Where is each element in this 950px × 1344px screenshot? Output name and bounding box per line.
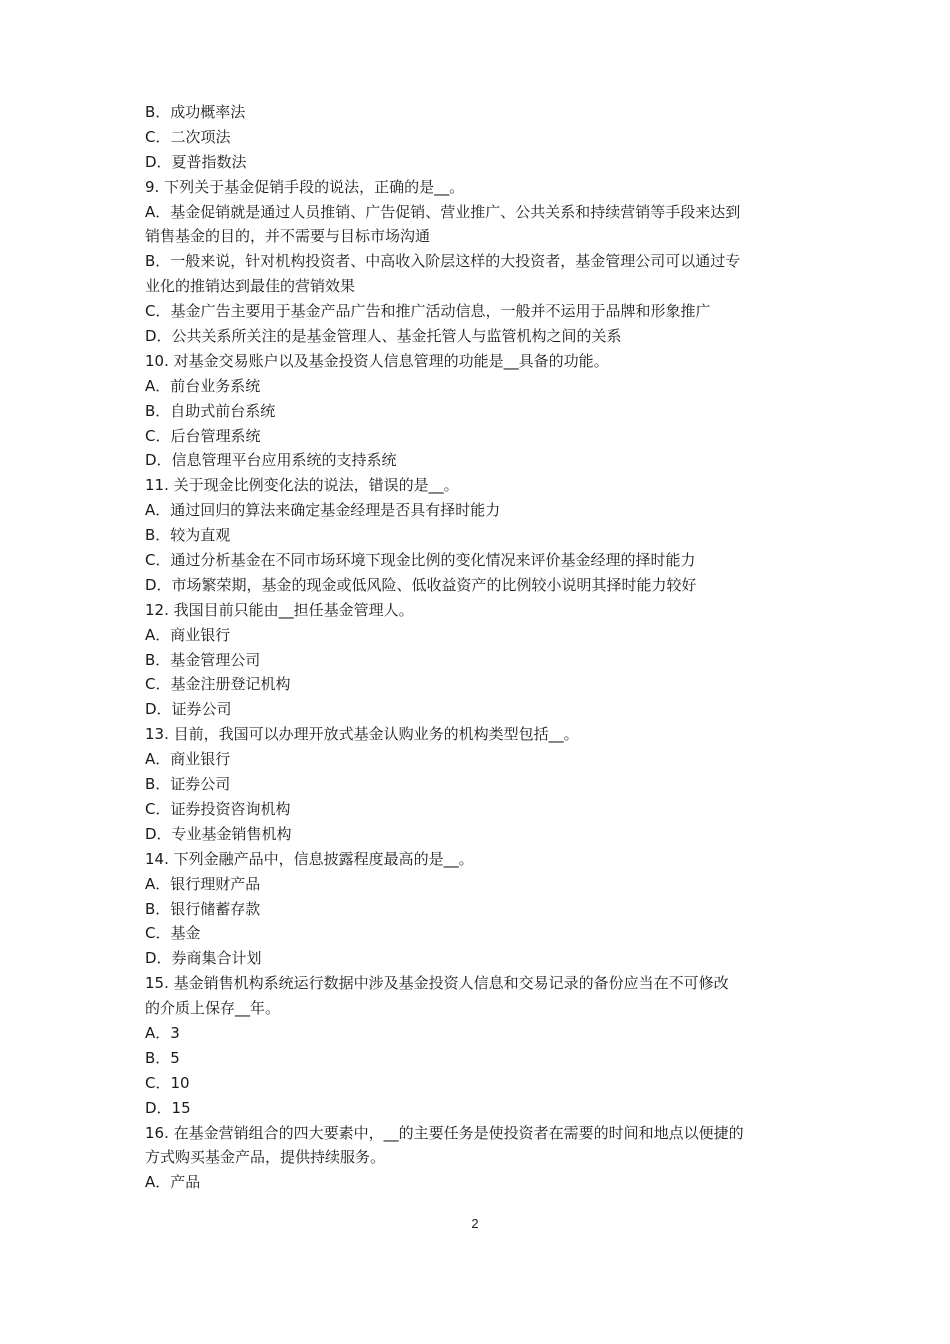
- question-line: 14. 下列金融产品中，信息披露程度最高的是__。: [145, 849, 474, 868]
- option-line: A．产品: [145, 1173, 201, 1192]
- option-line: A．商业银行: [145, 750, 231, 769]
- option-line: A．前台业务系统: [145, 376, 261, 395]
- option-line: B．一般来说，针对机构投资者、中高收入阶层这样的大投资者，基金管理公司可以通过专: [145, 252, 741, 271]
- option-line: C．后台管理系统: [145, 426, 261, 445]
- question-line: 16. 在基金营销组合的四大要素中，__的主要任务是使投资者在需要的时间和地点以便捷的: [145, 1123, 744, 1142]
- option-line: A．商业银行: [145, 625, 231, 644]
- option-line: C．基金注册登记机构: [145, 675, 291, 694]
- option-line: D．专业基金销售机构: [145, 824, 292, 843]
- option-line: A．基金促销就是通过人员推销、广告促销、营业推广、公共关系和持续营销等手段来达到: [145, 202, 741, 221]
- continuation-line: 方式购买基金产品，提供持续服务。: [145, 1148, 386, 1167]
- option-line: B．成功概率法: [145, 103, 246, 121]
- option-line: D．公共关系所关注的是基金管理人、基金托管人与监管机构之间的关系: [145, 327, 622, 346]
- option-line: C．基金: [145, 924, 201, 943]
- option-line: B．银行储蓄存款: [145, 899, 261, 918]
- option-line: A．3: [145, 1023, 180, 1042]
- question-line: 12. 我国目前只能由__担任基金管理人。: [145, 600, 414, 619]
- option-line: C．二次项法: [145, 127, 231, 146]
- option-line: A．银行理财产品: [145, 874, 261, 893]
- page-number: 2: [471, 1216, 479, 1231]
- question-line: 11. 关于现金比例变化法的说法，错误的是__。: [145, 476, 459, 495]
- option-line: D．信息管理平台应用系统的支持系统: [145, 451, 397, 470]
- option-line: B．较为直观: [145, 526, 231, 545]
- option-line: C．证券投资咨询机构: [145, 799, 291, 818]
- option-line: D．证券公司: [145, 700, 232, 719]
- option-line: A．通过回归的算法来确定基金经理是否具有择时能力: [145, 501, 501, 520]
- question-line: 13. 目前，我国可以办理开放式基金认购业务的机构类型包括__。: [145, 725, 579, 744]
- page-body-text: [145, 100, 810, 1195]
- option-line: D．15: [145, 1098, 191, 1117]
- question-line: 15. 基金销售机构系统运行数据中涉及基金投资人信息和交易记录的备份应当在不可修改: [145, 974, 729, 993]
- option-line: B．5: [145, 1048, 180, 1067]
- question-line: 10. 对基金交易账户以及基金投资人信息管理的功能是__具备的功能。: [145, 351, 609, 370]
- option-line: B．自助式前台系统: [145, 401, 276, 420]
- option-line: C．基金广告主要用于基金产品广告和推广活动信息，一般并不运用于品牌和形象推广: [145, 302, 711, 321]
- option-line: D．市场繁荣期，基金的现金或低风险、低收益资产的比例较小说明其择时能力较好: [145, 575, 697, 594]
- option-line: B．基金管理公司: [145, 650, 261, 669]
- option-line: D．券商集合计划: [145, 949, 262, 968]
- continuation-line: 业化的推销达到最佳的营销效果: [145, 277, 356, 296]
- option-line: B．证券公司: [145, 775, 231, 794]
- option-line: D．夏普指数法: [145, 152, 247, 171]
- option-line: C．10: [145, 1073, 190, 1092]
- option-line: C．通过分析基金在不同市场环境下现金比例的变化情况来评价基金经理的择时能力: [145, 551, 696, 570]
- question-line: 9. 下列关于基金促销手段的说法，正确的是__。: [145, 177, 465, 196]
- continuation-line: 销售基金的目的，并不需要与目标市场沟通: [145, 227, 431, 246]
- continuation-line: 的介质上保存__年。: [145, 999, 281, 1018]
